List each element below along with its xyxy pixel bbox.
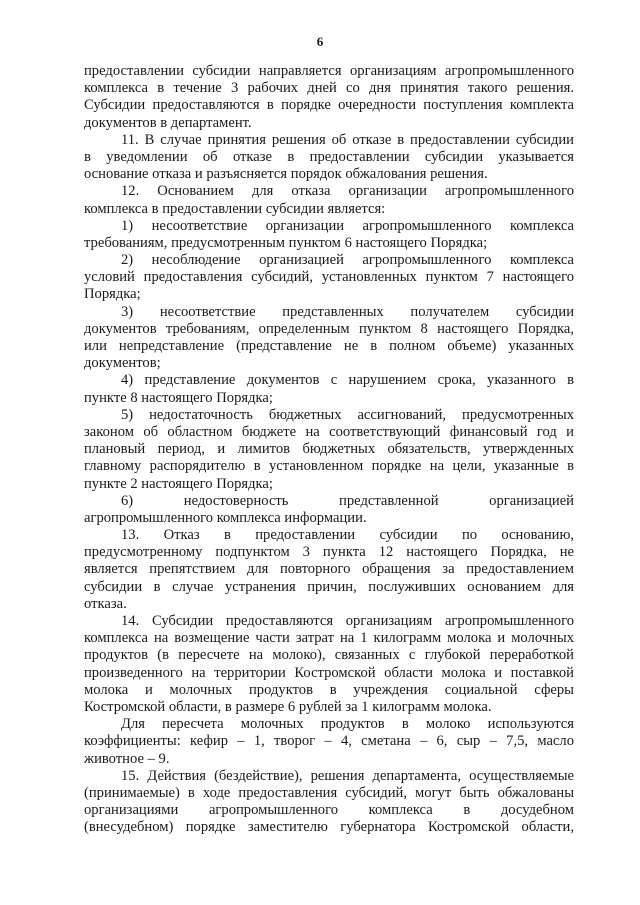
text-line: комплекса в предоставлении субсидии является: bbox=[84, 200, 386, 217]
text-line: (принимаемые) в ходе предоставления субсидий, могут быть обжалованы bbox=[84, 784, 574, 801]
text-line: 12. Основанием для отказа организации агропромышленного bbox=[121, 183, 574, 200]
text-line: субсидии в случае устранения причин, послуживших основанием для bbox=[84, 578, 574, 595]
text-line: отказа. bbox=[84, 595, 127, 612]
text-line: произведенного на территории Костромской области молока и поставкой bbox=[84, 664, 574, 681]
text-line: документов требованиям, определенным пунктом 8 настоящего Порядка, bbox=[84, 320, 574, 337]
text-line: продуктов (в пересчете на молоко), связанных с глубокой переработкой bbox=[84, 647, 574, 664]
text-line: плановый период, и лимитов бюджетных обязательств, утвержденных bbox=[84, 441, 574, 458]
text-line: Порядка; bbox=[84, 286, 141, 303]
text-line: Субсидии предоставляются в порядке очередности поступления комплекта bbox=[84, 97, 574, 114]
text-line: Для пересчета молочных продуктов в молоко используются bbox=[121, 716, 574, 733]
text-line: или непредставление (представление не в полном объеме) указанных bbox=[84, 338, 574, 354]
text-line: предоставлении субсидии направляется организациям агропромышленного bbox=[84, 63, 574, 79]
text-line: агропромышленного комплекса информации. bbox=[84, 509, 367, 526]
text-line: (внесудебном) порядке заместителю губернатора Костромской области, bbox=[84, 819, 574, 836]
text-line: 15. Действия (бездействие), решения департамента, осуществляемые bbox=[121, 767, 574, 784]
text-line: коэффициенты: кефир – 1, творог – 4, сметана – 6, сыр – 7,5, масло bbox=[84, 733, 574, 750]
text-line: 6) недостоверность представленной организацией bbox=[121, 492, 574, 509]
text-line: 2) несоблюдение организацией агропромышленного комплекса bbox=[121, 252, 574, 269]
text-line: животное – 9. bbox=[84, 750, 170, 767]
text-line: молока и молочных продуктов в учреждения социальной сферы bbox=[84, 681, 574, 698]
text-line: законом об областном бюджете на соответствующий финансовый год и bbox=[84, 423, 574, 440]
text-line: 14. Субсидии предоставляются организациям агропромышленного bbox=[121, 613, 574, 629]
text-line: 3) несоответствие представленных получателем субсидии bbox=[121, 303, 574, 320]
text-line: условий предоставления субсидий, установленных пунктом 7 настоящего bbox=[84, 269, 574, 286]
text-line: организациями агропромышленного комплекса в досудебном bbox=[84, 802, 574, 819]
text-line: требованиям, предусмотренным пунктом 6 настоящего Порядка; bbox=[84, 234, 488, 251]
text-line: документов; bbox=[84, 355, 161, 372]
text-line: 4) представление документов с нарушением срока, указанного в bbox=[121, 372, 574, 389]
text-line: пункте 8 настоящего Порядка; bbox=[84, 389, 273, 406]
text-line: 5) недостаточность бюджетных ассигнований, предусмотренных bbox=[121, 406, 574, 423]
text-line: документов в департамент. bbox=[84, 114, 252, 131]
text-line: комплекса в течение 3 рабочих дней со дня принятия такого решения. bbox=[84, 80, 574, 97]
text-line: пункте 2 настоящего Порядка; bbox=[84, 475, 273, 492]
text-line: в уведомлении об отказе в предоставлении субсидии указывается bbox=[84, 148, 574, 165]
text-line: 13. Отказ в предоставлении субсидии по основанию, bbox=[121, 527, 574, 544]
text-line: 1) несоответствие организации агропромышленного комплекса bbox=[121, 217, 574, 234]
page-number: 6 bbox=[316, 34, 324, 49]
text-line: предусмотренному подпунктом 3 пункта 12 настоящего Порядка, не bbox=[84, 544, 574, 561]
document-body bbox=[84, 63, 574, 836]
text-line: основание отказа и разъясняется порядок обжалования решения. bbox=[84, 166, 488, 183]
text-line: 11. В случае принятия решения об отказе в предоставлении субсидии bbox=[121, 131, 574, 148]
text-line: Костромской области, в размере 6 рублей за 1 килограмм молока. bbox=[84, 698, 492, 715]
text-line: главному распорядителю в установленном порядке на цели, указанные в bbox=[84, 458, 574, 475]
text-line: комплекса на возмещение части затрат на 1 килограмм молока и молочных bbox=[84, 630, 574, 647]
text-line: является препятствием для повторного обращения за предоставлением bbox=[84, 561, 574, 578]
